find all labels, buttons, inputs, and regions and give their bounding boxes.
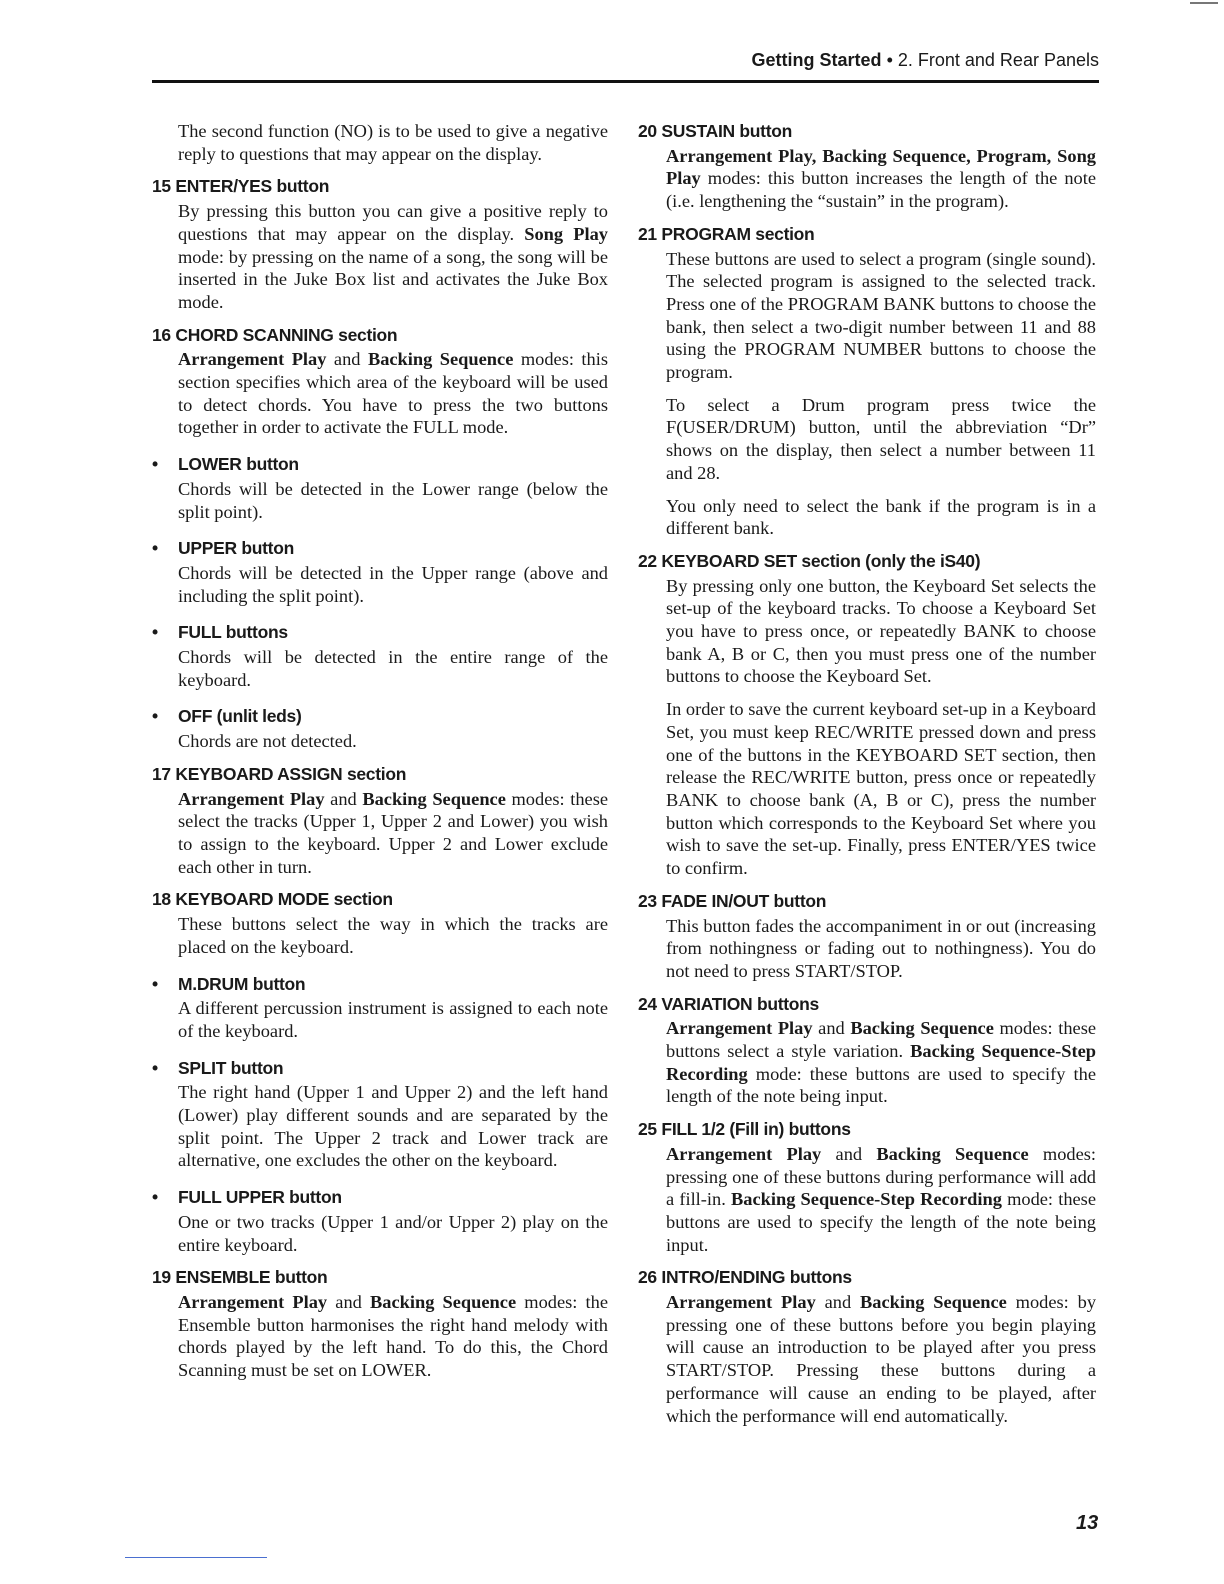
section-heading: 23 FADE IN/OUT button	[638, 890, 827, 911]
page-number: 13	[1076, 1512, 1099, 1534]
section-heading: 26 INTRO/ENDING buttons	[638, 1267, 852, 1288]
paragraph: Chords will be detected in the Lower range (below the split point).	[178, 478, 608, 522]
bullet-heading	[152, 621, 608, 644]
paragraph: A different percussion instrument is assigned to each note of the keyboard.	[178, 998, 608, 1041]
bullet-icon: •	[152, 1187, 158, 1208]
paragraph: By pressing only one button, the Keyboard Set selects the set-up of the keyboard tracks. To choose a Keyboard Set you have to press once, or repeatedly BANK to choose bank A, B or C, then you must press one of the number buttons to choose the Keyboard Set.	[666, 575, 1096, 687]
paragraph: The right hand (Upper 1 and Upper 2) and the left hand (Lower) play different sounds and are separated by the split point. The Upper 2 track and Lower track are alternative, one excludes the other on the keyboard.	[178, 1082, 608, 1171]
header-rule	[152, 80, 1099, 83]
paragraph: Arrangement Play and Backing Sequence modes: these select the tracks (Upper 1, Upper 2 and Lower) you wish to assign to the keyboard. Upper 2 and Lower exclude each other in turn.	[178, 788, 609, 877]
bullet-heading	[152, 1057, 608, 1080]
bullet-heading	[152, 537, 608, 560]
bullet-icon: •	[152, 538, 158, 559]
right-column	[638, 120, 1096, 1437]
paragraph: Chords are not detected.	[178, 731, 357, 752]
bullet-heading	[152, 705, 608, 728]
bullet-label: FULL buttons	[178, 622, 288, 643]
paragraph: One or two tracks (Upper 1 and/or Upper 2) play on the entire keyboard.	[178, 1211, 608, 1255]
paragraph: To select a Drum program press twice the F(USER/DRUM) button, until the abbreviation “Dr” shows on the display, then select a number between 11 and 28.	[666, 394, 1096, 483]
bullet-icon: •	[152, 1057, 158, 1078]
header-section: Getting Started	[751, 50, 882, 70]
running-header	[152, 50, 1099, 80]
header-separator: •	[881, 50, 898, 70]
bullet-label: OFF (unlit leds)	[178, 706, 302, 727]
paragraph: In order to save the current keyboard set-up in a Keyboard Set, you must keep REC/WRITE pressed down and press one of the buttons in the KEYBOARD SET section, then release the REC/WRITE button, press once or repeatedly BANK to choose bank (A, B or C), press the number button which corresponds to the Keyboard Set where you wish to save the set-up. Finally, press ENTER/YES twice to confirm.	[666, 699, 1096, 879]
section-heading: 16 CHORD SCANNING section	[152, 324, 398, 345]
paragraph: Arrangement Play and Backing Sequence modes: by pressing one of these buttons before you begin playing will cause an introduction to be played after you press START/STOP. Pressing these buttons during a performance will cause an ending to be played, after which the performance will end automatically.	[666, 1292, 1097, 1426]
section-heading: 24 VARIATION buttons	[638, 993, 819, 1014]
bullet-label: M.DRUM button	[178, 973, 306, 994]
paragraph: Chords will be detected in the Upper range (above and including the split point).	[178, 562, 608, 606]
section-heading: 21 PROGRAM section	[638, 223, 815, 244]
corner-mark	[1190, 2, 1218, 4]
section-heading: 17 KEYBOARD ASSIGN section	[152, 763, 407, 784]
bullet-icon: •	[152, 622, 158, 643]
paragraph: By pressing this button you can give a positive reply to questions that may appear on the display. Song Play mode: by pressing on the name of a song, the song will be inserted in the Juke Box list and activates the Juke Box mode.	[178, 201, 608, 312]
bullet-icon: •	[152, 973, 158, 994]
paragraph: Chords will be detected in the entire range of the keyboard.	[178, 647, 608, 690]
footer-line	[125, 1557, 267, 1558]
bullet-heading	[152, 973, 608, 996]
section-heading: 18 KEYBOARD MODE section	[152, 889, 393, 910]
paragraph: The second function (NO) is to be used to give a negative reply to questions that may appear on the display.	[178, 121, 608, 164]
paragraph: Arrangement Play and Backing Sequence modes: these buttons select a style variation. Backing Sequence-Step Recording mode: these buttons are used to specify the length of the note being input.	[666, 1018, 1097, 1107]
bullet-heading	[152, 1186, 608, 1209]
section-heading: 20 SUSTAIN button	[638, 121, 793, 141]
paragraph: Arrangement Play and Backing Sequence modes: this section specifies which area of the keyboard will be used to detect chords. You have to press the two buttons together in order to activate the FULL mode.	[178, 349, 608, 438]
paragraph: Arrangement Play and Backing Sequence modes: the Ensemble button harmonises the right hand melody with chords played by the left hand. To do this, the Chord Scanning must be set on LOWER.	[178, 1291, 609, 1381]
bullet-icon: •	[152, 706, 158, 727]
bullet-label: FULL UPPER button	[178, 1187, 342, 1208]
paragraph: These buttons select the way in which the tracks are placed on the keyboard.	[178, 914, 608, 957]
bullet-label: LOWER button	[178, 454, 299, 475]
paragraph: You only need to select the bank if the program is in a different bank.	[666, 495, 1096, 539]
paragraph: Arrangement Play and Backing Sequence modes: pressing one of these buttons during performance will add a fill-in. Backing Sequence-Step Recording mode: these buttons are used to specify the length of the note being input.	[666, 1143, 1097, 1255]
bullet-icon: •	[152, 454, 158, 475]
bullet-heading	[152, 453, 608, 476]
paragraph: Arrangement Play, Backing Sequence, Program, Song Play modes: this button increases the length of the note (i.e. lengthening the “sustain” in the program).	[666, 145, 1096, 212]
section-heading: 15 ENTER/YES button	[152, 176, 330, 197]
paragraph: These buttons are used to select a program (single sound). The selected program is assigned to the selected track. Press one of the PROGRAM BANK buttons to choose the bank, then select a two-digit number between 11 and 88 using the PROGRAM NUMBER buttons to choose the program.	[666, 248, 1096, 383]
section-heading: 25 FILL 1/2 (Fill in) buttons	[638, 1119, 851, 1140]
section-heading: 22 KEYBOARD SET section (only the iS40)	[638, 550, 981, 571]
paragraph: This button fades the accompaniment in or out (increasing from nothingness or fading out to nothingness). You do not need to press START/STOP.	[666, 915, 1096, 981]
bullet-label: UPPER button	[178, 538, 294, 559]
header-chapter: 2. Front and Rear Panels	[897, 50, 1099, 70]
left-column	[152, 120, 609, 1392]
bullet-label: SPLIT button	[178, 1057, 284, 1078]
section-heading: 19 ENSEMBLE button	[152, 1267, 328, 1288]
